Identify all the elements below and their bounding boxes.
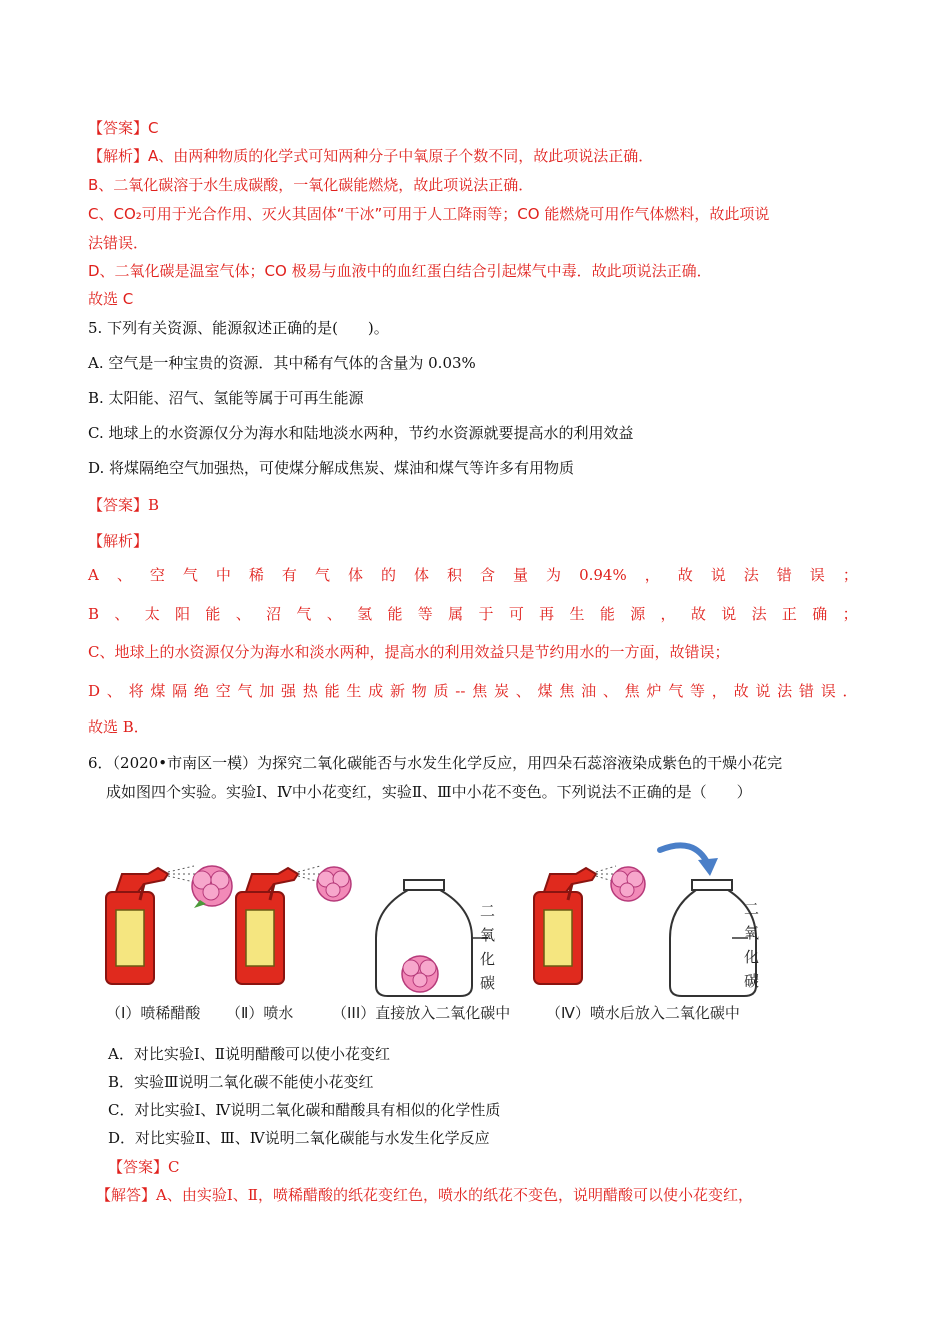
q5-analysis-d-token: 隔 (172, 682, 188, 700)
q5-analysis-a (88, 564, 858, 586)
caption-experiment-4: （Ⅳ）喷水后放入二氧化碳中 (546, 1004, 740, 1022)
q5-analysis-a-token: 说 (710, 566, 726, 584)
spray-bottle-icon (106, 866, 196, 984)
q4-answer: 【答案】C (88, 119, 159, 137)
q5-analysis-d-token: ． (842, 682, 858, 700)
q5-analysis-d-token: 故 (733, 682, 749, 700)
svg-text:化: 化 (744, 948, 760, 966)
q6-stem-line1: 6．（2020•市南区一模）为探究二氧化碳能否与水发生化学反应，用四朵石蕊溶液染成紫色的干燥小花完 (88, 754, 783, 772)
q5-analysis-d-token: 炭 (493, 682, 509, 700)
q5-analysis-b-token: 法 (751, 605, 767, 623)
q5-analysis-d-token: -- (455, 682, 466, 700)
q4-analysis-c-part1: C、CO₂可用于光合作用、灭火其固体“干冰”可用于人工降雨等；CO 能燃烧可用作气体燃料，故此项说 (88, 205, 770, 223)
flower-icon (192, 866, 232, 908)
q5-analysis-b-token: 于 (478, 605, 494, 623)
q5-analysis-d-token: 说 (755, 682, 771, 700)
q5-analysis-d-token: 成 (368, 682, 384, 700)
q5-analysis-d-token: 油 (581, 682, 597, 700)
svg-text:碳: 碳 (480, 974, 496, 992)
q5-analysis-d-token: 热 (302, 682, 318, 700)
q5-analysis-b-token: B (88, 605, 100, 623)
q5-analysis-b-token: 生 (569, 605, 585, 623)
q5-analysis-a-token: 体 (347, 566, 363, 584)
q5-analysis-d-token: 质 (433, 682, 449, 700)
q5-analysis-b-token: 阳 (175, 605, 191, 623)
q5-analysis-d-token: 法 (777, 682, 793, 700)
svg-text:二: 二 (744, 900, 760, 918)
q5-analysis-d-token: 、 (602, 682, 618, 700)
q5-analysis-d-token: D (88, 682, 101, 700)
q5-analysis-b-token: ； (842, 605, 858, 623)
q5-answer: 【答案】B (88, 496, 160, 514)
gas-label-1 (480, 902, 495, 992)
q5-analysis-a-token: 0.94% (579, 566, 627, 584)
q6-solution: 【解答】A、由实验Ⅰ、Ⅱ，喷稀醋酸的纸花变红色，喷水的纸花不变色，说明醋酸可以使小花变红， (96, 1186, 753, 1204)
q5-analysis-a-token: 故 (677, 566, 693, 584)
q5-analysis-a-token: 误 (809, 566, 825, 584)
caption-experiment-3: （III）直接放入二氧化碳中 (332, 1004, 511, 1022)
q5-analysis-d-token: 炉 (646, 682, 662, 700)
q5-analysis-d-token: 错 (798, 682, 814, 700)
q5-option-d: D. 将煤隔绝空气加强热，可使煤分解成焦炭、煤油和煤气等许多有用物质 (88, 459, 575, 477)
q5-analysis-d-token: 绝 (193, 682, 209, 700)
q5-analysis-c: C、地球上的水资源仅分为海水和淡水两种，提高水的利用效益只是节约用水的一方面，故错误； (88, 643, 730, 661)
q5-analysis-a-token: 错 (776, 566, 792, 584)
q6-option-c: C．对比实验Ⅰ、Ⅳ说明二氧化碳和醋酸具有相似的化学性质 (108, 1101, 501, 1119)
q5-analysis-d-token: 煤 (537, 682, 553, 700)
svg-text:氧: 氧 (480, 926, 496, 944)
q5-analysis-d-token: 生 (346, 682, 362, 700)
q5-analysis-d-token: 等 (690, 682, 706, 700)
q5-analysis-a-token: 气 (314, 566, 330, 584)
q4-analysis-a: 【解析】A、由两种物质的化学式可知两种分子中氧原子个数不同，故此项说法正确． (88, 147, 654, 165)
q6-stem-line2: 成如图四个实验。实验Ⅰ、Ⅳ中小花变红，实验Ⅱ、Ⅲ中小花不变色。下列说法不正确的是（ ） (106, 783, 752, 801)
q5-conclusion: 故选 B． (88, 718, 149, 736)
q5-analysis-b-token: 正 (781, 605, 797, 623)
q6-answer: 【答案】C (108, 1158, 180, 1176)
flower-icon (611, 867, 645, 901)
q5-analysis-a-token: 体 (413, 566, 429, 584)
q5-analysis-b-token: 沼 (266, 605, 282, 623)
q4-analysis-d: D、二氧化碳是温室气体；CO 极易与血液中的血红蛋白结合引起煤气中毒．故此项说法正确． (88, 262, 712, 280)
q5-analysis-a-token: 的 (380, 566, 396, 584)
q5-analysis-d-token: 气 (237, 682, 253, 700)
q5-analysis-a-token: 空 (149, 566, 165, 584)
q5-analysis-b-token: 等 (417, 605, 433, 623)
q5-option-b: B. 太阳能、沼气、氢能等属于可再生能源 (88, 389, 364, 407)
q5-analysis-b-token: 、 (114, 605, 130, 623)
q5-analysis-b-token: 能 (599, 605, 615, 623)
q5-analysis-d-token: ， (711, 682, 727, 700)
q5-analysis-a-token: 积 (447, 566, 463, 584)
q5-analysis-a-token: 含 (480, 566, 496, 584)
q5-analysis-b-token: 能 (387, 605, 403, 623)
q5-analysis-a-token: 气 (182, 566, 198, 584)
q5-analysis-d-token: 物 (411, 682, 427, 700)
svg-text:碳: 碳 (744, 972, 760, 990)
q6-option-a: A．对比实验Ⅰ、Ⅱ说明醋酸可以使小花变红 (108, 1045, 390, 1063)
q5-analysis-b-token: 能 (205, 605, 221, 623)
q5-analysis-d-token: 焦 (624, 682, 640, 700)
q5-analysis-d-token: 能 (324, 682, 340, 700)
q5-analysis-d-token: 加 (259, 682, 275, 700)
q5-option-a: A. 空气是一种宝贵的资源．其中稀有气体的含量为 0.03% (88, 354, 476, 372)
q5-analysis-label: 【解析】 (88, 532, 149, 550)
q4-conclusion: 故选 C (88, 290, 134, 308)
q5-analysis-a-token: 、 (116, 566, 132, 584)
caption-experiment-2: （Ⅱ）喷水 (226, 1004, 294, 1022)
q5-analysis-b-token: 再 (539, 605, 555, 623)
q5-analysis-b-token: ， (660, 605, 676, 623)
q5-analysis-d-token: 焦 (472, 682, 488, 700)
q5-analysis-d-token: 强 (281, 682, 297, 700)
q5-analysis-b-token: 、 (235, 605, 251, 623)
q5-analysis-a-token: 量 (513, 566, 529, 584)
flower-icon (317, 867, 351, 901)
q5-analysis-d-token: 煤 (150, 682, 166, 700)
svg-text:化: 化 (480, 950, 496, 968)
spray-bottle-icon (236, 866, 322, 984)
caption-experiment-1: （I）喷稀醋酸 (106, 1004, 201, 1022)
q5-analysis-d-token: 误 (820, 682, 836, 700)
q5-option-c: C. 地球上的水资源仅分为海水和陆地淡水两种，节约水资源就要提高水的利用效益 (88, 424, 634, 442)
q5-analysis-b-token: 可 (508, 605, 524, 623)
q5-analysis-b-token: 源 (630, 605, 646, 623)
q5-analysis-b-token: 太 (144, 605, 160, 623)
curved-arrow-icon (660, 845, 718, 876)
q5-analysis-d-token: 空 (215, 682, 231, 700)
q5-analysis-b-token: 氢 (357, 605, 373, 623)
q5-analysis-d-token: 将 (128, 682, 144, 700)
q6-option-d: D．对比实验Ⅱ、Ⅲ、Ⅳ说明二氧化碳能与水发生化学反应 (108, 1129, 490, 1147)
svg-text:氧: 氧 (744, 924, 760, 942)
q5-analysis-a-token: 有 (281, 566, 297, 584)
q5-analysis-d-token: 焦 (559, 682, 575, 700)
experiment-figure (104, 838, 764, 1030)
q5-analysis-a-token: 中 (215, 566, 231, 584)
q5-analysis-a-token: A (88, 566, 99, 584)
q5-analysis-d-token: 气 (668, 682, 684, 700)
q5-analysis-b (88, 603, 858, 625)
q5-analysis-d-token: 新 (389, 682, 405, 700)
q5-analysis-d-token: 、 (106, 682, 122, 700)
q5-analysis-a-token: 为 (546, 566, 562, 584)
q5-analysis-d (88, 680, 858, 702)
spray-bottle-icon (534, 866, 618, 984)
q4-analysis-c-part2: 法错误． (88, 234, 149, 252)
q5-analysis-a-token: ， (644, 566, 660, 584)
flower-icon (402, 956, 438, 992)
q5-analysis-d-token: 、 (515, 682, 531, 700)
q5-analysis-b-token: 确 (812, 605, 828, 623)
q4-analysis-b: B、二氧化碳溶于水生成碳酸，一氧化碳能燃烧，故此项说法正确． (88, 176, 534, 194)
q5-analysis-a-token: 稀 (248, 566, 264, 584)
q5-stem: 5. 下列有关资源、能源叙述正确的是( )。 (88, 319, 389, 337)
q5-analysis-b-token: 故 (690, 605, 706, 623)
q6-option-b: B．实验Ⅲ说明二氧化碳不能使小花变红 (108, 1073, 374, 1091)
q5-analysis-a-token: ； (842, 566, 858, 584)
q5-analysis-b-token: 属 (448, 605, 464, 623)
q5-analysis-b-token: 说 (721, 605, 737, 623)
q5-analysis-b-token: 、 (326, 605, 342, 623)
q5-analysis-b-token: 气 (296, 605, 312, 623)
q5-analysis-a-token: 法 (743, 566, 759, 584)
svg-text:二: 二 (480, 902, 496, 920)
